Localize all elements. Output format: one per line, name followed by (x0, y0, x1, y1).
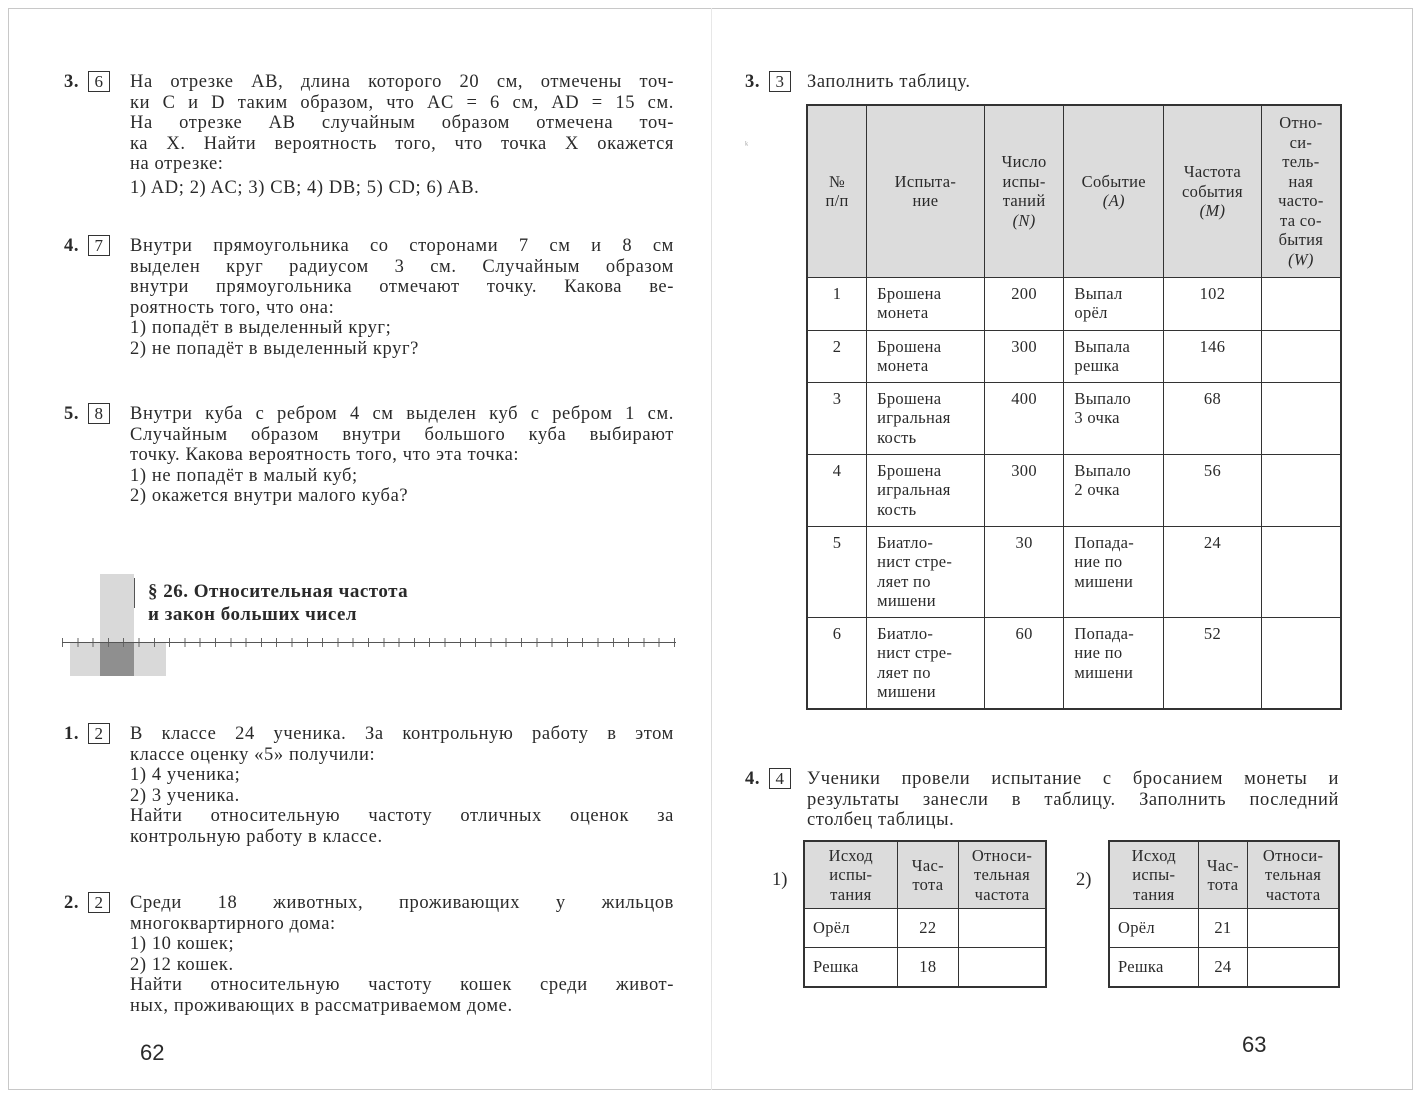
task-line: 2) не попадёт в выделенный круг? (130, 338, 419, 359)
answer-cell[interactable] (1261, 454, 1341, 526)
task-line: На отрезке AB, длина которого 20 см, отмечены точ- (130, 72, 674, 92)
table-row: 3 Брошена игральная кость 400 Выпало 3 очка 68 (807, 382, 1341, 454)
task-2-section (64, 893, 674, 1023)
header-cell-event: Событие (A) (1064, 105, 1164, 277)
task-line: точку. Какова вероятность того, что эта точка: (130, 445, 520, 465)
table-header-row (807, 105, 1341, 277)
task-4-right (745, 769, 1345, 835)
task-line: ных, проживающих в рассматриваемом доме. (130, 995, 513, 1016)
answer-cell[interactable] (1248, 909, 1339, 948)
task-line: результаты занесли в таблицу. Заполнить последний (807, 789, 1339, 810)
task-line: 1) AD; 2) AC; 3) CB; 4) DB; 5) CD; 6) AB. (130, 177, 480, 198)
task-3-right (745, 72, 1345, 96)
task-number: 3. (64, 72, 80, 92)
book-spine (711, 8, 712, 1090)
table-row: 5 Биатло- нист стре- ляет по мишени 30 Попада- ние по мишени 24 (807, 526, 1341, 617)
task-line: ка X. Найти вероятность того, что точка X окажется (130, 133, 674, 154)
answer-cell[interactable] (1261, 617, 1341, 709)
section-ornament-square (100, 642, 134, 676)
task-line: 1) 4 ученика; (130, 765, 241, 785)
answer-cell[interactable] (1261, 330, 1341, 382)
difficulty-badge: 4 (769, 768, 791, 789)
task-number: 4. (64, 236, 80, 256)
task-line: на отрезке: (130, 154, 224, 174)
header-cell-relative: Отно- си- тель- ная часто- та со- бытия (W) (1261, 105, 1341, 277)
section-header (62, 574, 676, 678)
subtask-label: 1) (772, 870, 788, 890)
difficulty-badge: 7 (88, 235, 110, 256)
difficulty-badge: 6 (88, 71, 110, 92)
task-line: 1) 10 кошек; (130, 934, 235, 954)
answer-cell[interactable] (1248, 948, 1339, 988)
answer-cell[interactable] (1261, 382, 1341, 454)
task-number: 4. (745, 769, 761, 789)
answer-cell[interactable] (1261, 526, 1341, 617)
task-line: Ученики провели испытание с бросанием монеты и (807, 769, 1339, 789)
coin-table-2 (1108, 840, 1340, 988)
difficulty-badge: 3 (769, 71, 791, 92)
subtask-label: 2) (1076, 870, 1092, 890)
task-line: На отрезке AB случайным образом отмечена точ- (130, 113, 674, 133)
task-line: 2) 12 кошек. (130, 954, 234, 975)
task-1-section (64, 724, 674, 854)
table-header-row: Исход испы- тания Час- тота Относи- тельная частота (804, 841, 1046, 909)
task-line: Найти относительную частоту кошек среди живот- (130, 975, 674, 995)
task-line: роятность того, что она: (130, 297, 335, 318)
header-cell-trial: Испыта- ние (867, 105, 985, 277)
answer-cell[interactable] (1261, 277, 1341, 330)
task-line: классе оценку «5» получили: (130, 744, 376, 765)
table-row: Орёл 22 (804, 909, 1046, 948)
task-line: 1) попадёт в выделенный круг; (130, 318, 392, 338)
scan-mark: ᵏ (745, 140, 749, 151)
section-title: § 26. Относительная частота и закон больших чисел (148, 581, 409, 625)
page-number-left: 62 (140, 1040, 165, 1065)
task-line: В классе 24 ученика. За контрольную работу в этом (130, 724, 674, 744)
section-axis-line (134, 578, 135, 608)
table-header-row: Исход испы- тания Час- тота Относи- тельная частота (1109, 841, 1339, 909)
task-line: Случайным образом внутри большого куба выбирают (130, 424, 674, 445)
frequency-table (806, 104, 1342, 710)
task-5-left (64, 404, 674, 514)
task-line: многоквартирного дома: (130, 913, 336, 934)
header-cell-count: Число испы- таний (N) (984, 105, 1064, 277)
task-line: столбец таблицы. (807, 810, 955, 830)
task-line: Внутри куба с ребром 4 см выделен куб с ребром 1 см. (130, 404, 674, 424)
task-number: 1. (64, 724, 80, 744)
task-line: выделен круг радиусом 3 см. Случайным образом (130, 256, 674, 277)
task-line: 2) окажется внутри малого куба? (130, 486, 409, 506)
table-row: 1 Брошена монета 200 Выпал орёл 102 (807, 277, 1341, 330)
task-3-left (64, 72, 674, 202)
page-number-right: 63 (1242, 1032, 1267, 1057)
task-number: 2. (64, 893, 80, 913)
task-line: контрольную работу в классе. (130, 826, 383, 847)
header-cell-frequency: Частота события (M) (1164, 105, 1262, 277)
coin-table-1 (803, 840, 1047, 988)
table-row: Решка 18 (804, 948, 1046, 988)
header-cell-number: № п/п (807, 105, 867, 277)
task-line: ки C и D таким образом, что AC = 6 см, AD = 15 см. (130, 92, 674, 113)
task-line: Среди 18 животных, проживающих у жильцов (130, 893, 674, 913)
task-line: 2) 3 ученика. (130, 785, 240, 806)
task-line: Внутри прямоугольника со сторонами 7 см и 8 см (130, 236, 674, 256)
task-number: 5. (64, 404, 80, 424)
task-line: внутри прямоугольника отмечают точку. Какова ве- (130, 277, 674, 297)
difficulty-badge: 2 (88, 892, 110, 913)
task-number: 3. (745, 72, 761, 92)
table-row: Орёл 21 (1109, 909, 1339, 948)
table-row: 6 Биатло- нист стре- ляет по мишени 60 Попада- ние по мишени 52 (807, 617, 1341, 709)
table-row: Решка 24 (1109, 948, 1339, 988)
table-row: 2 Брошена монета 300 Выпала решка 146 (807, 330, 1341, 382)
task-line: 1) не попадёт в малый куб; (130, 465, 358, 486)
difficulty-badge: 2 (88, 723, 110, 744)
task-4-left (64, 236, 674, 366)
table-row: 4 Брошена игральная кость 300 Выпало 2 очка 56 (807, 454, 1341, 526)
difficulty-badge: 8 (88, 403, 110, 424)
answer-cell[interactable] (959, 948, 1046, 988)
task-text: Заполнить таблицу. (807, 72, 971, 92)
task-line: Найти относительную частоту отличных оценок за (130, 806, 674, 826)
answer-cell[interactable] (959, 909, 1046, 948)
section-ruler-line (62, 642, 676, 643)
